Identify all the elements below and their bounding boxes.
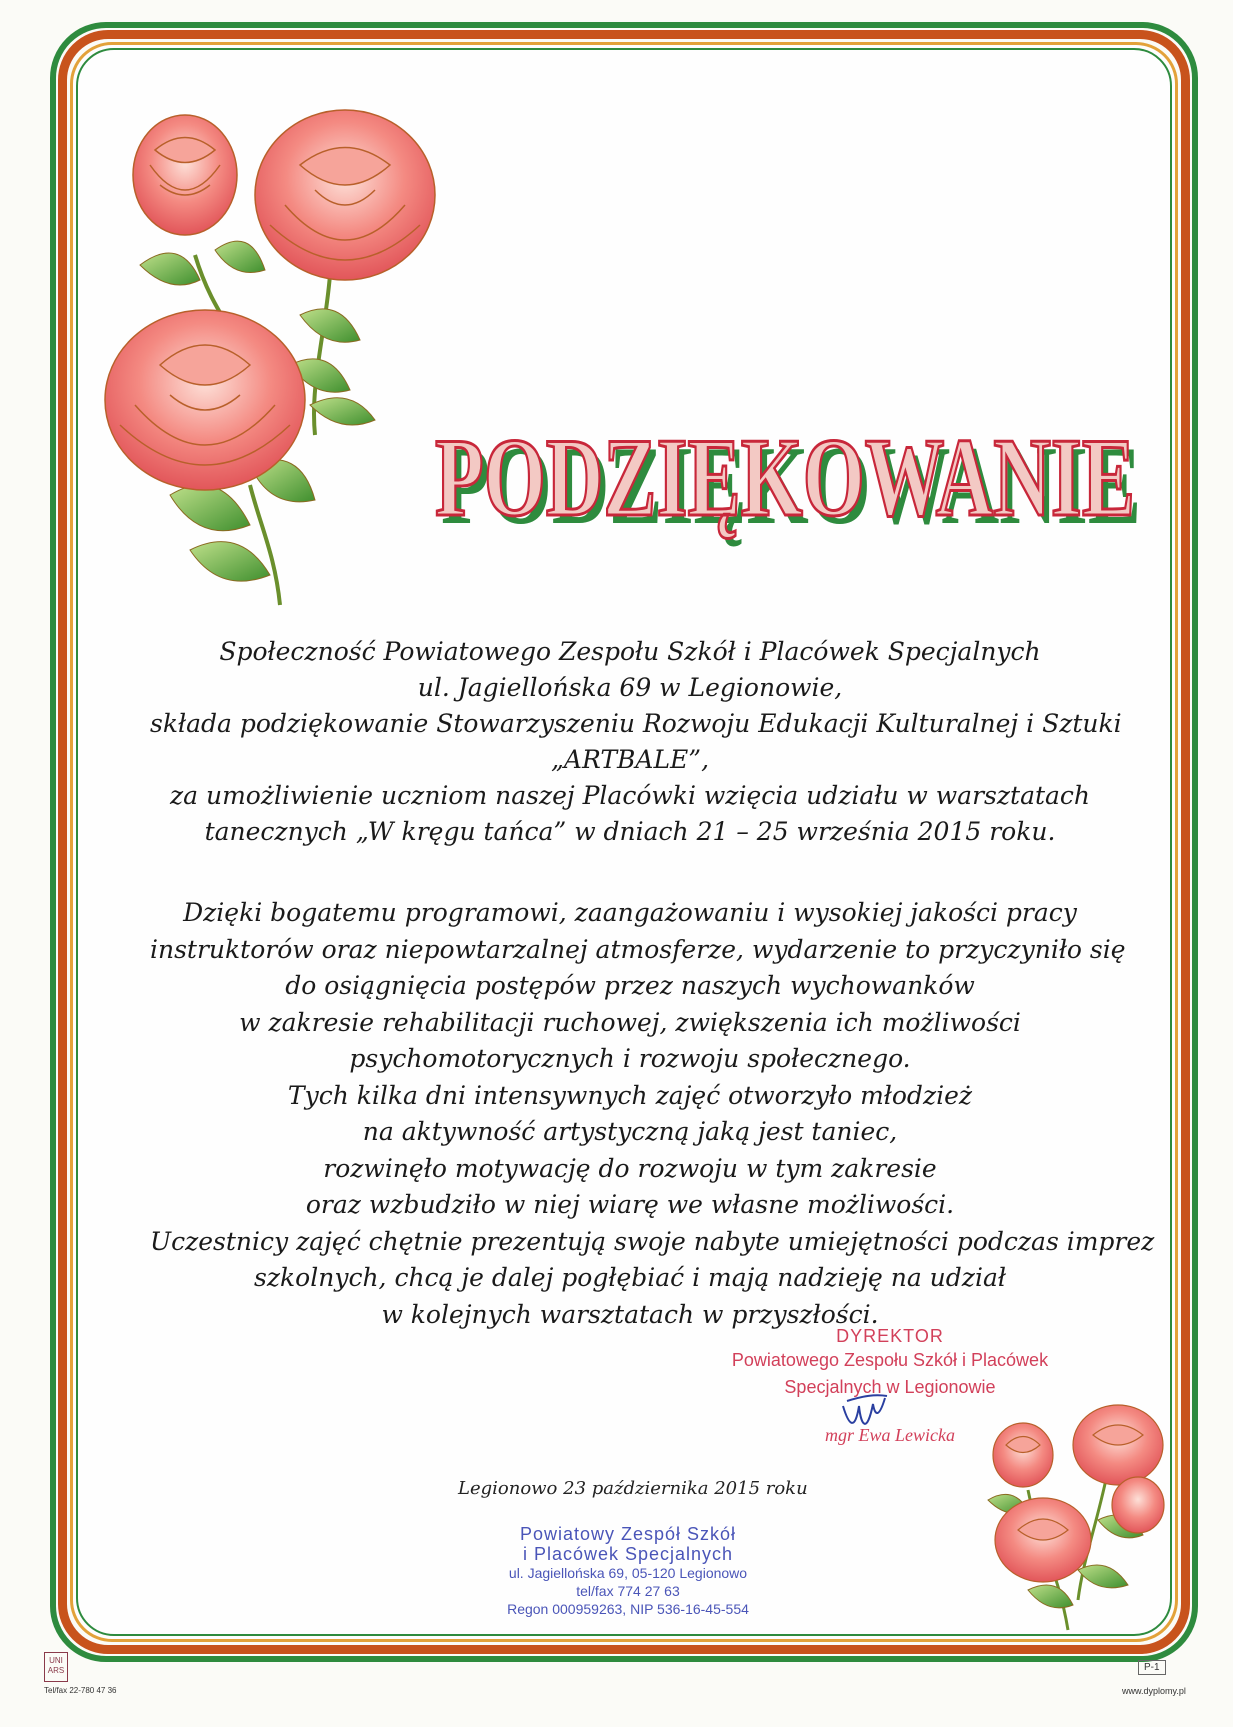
intro-line: „ARTBALE”, bbox=[550, 745, 710, 774]
director-name: mgr Ewa Lewicka bbox=[825, 1425, 955, 1445]
body-line: w zakresie rehabilitacji ruchowej, zwiększenia ich możliwości bbox=[239, 1007, 1021, 1037]
director-institution: Powiatowego Zespołu Szkół i Placówek bbox=[731, 1350, 1049, 1370]
school-stamp-address: ul. Jagiellońska 69, 05-120 Legionowo bbox=[508, 1565, 748, 1581]
footer-website: www.dyplomy.pl bbox=[1122, 1686, 1186, 1696]
school-stamp-name-cont: i Placówek Specjalnych bbox=[522, 1544, 734, 1564]
title-podziekowanie bbox=[420, 395, 1150, 565]
body-line: na aktywność artystyczną jaką jest taniec, bbox=[362, 1117, 898, 1146]
body-line: szkolnych, chcą je dalej pogłębiać i mają nadzieję na udział bbox=[254, 1263, 1006, 1292]
issue-date: Legionowo 23 października 2015 roku bbox=[458, 1478, 808, 1499]
title-text: PODZIĘKOWANIE bbox=[435, 416, 1135, 540]
body-line: do osiągnięcia postępów przez naszych wychowanków bbox=[285, 971, 975, 1000]
director-institution-cont: Specjalnych w Legionowie bbox=[784, 1377, 996, 1397]
body-line: oraz wzbudziło w niej wiarę we własne możliwości. bbox=[305, 1190, 955, 1219]
handwritten-signature bbox=[835, 1386, 895, 1441]
intro-line: składa podziękowanie Stowarzyszeniu Rozwoju Edukacji Kulturalnej i Sztuki bbox=[150, 709, 1122, 738]
body-line: instruktorów oraz niepowtarzalnej atmosferze, wydarzenie to przyczyniło się bbox=[150, 934, 1126, 964]
body-line: psychomotorycznych i rozwoju społecznego. bbox=[349, 1044, 911, 1073]
intro-paragraph bbox=[150, 634, 1122, 850]
school-stamp-name: Powiatowy Zespół Szkół bbox=[519, 1524, 737, 1544]
intro-line: Społeczność Powiatowego Zespołu Szkół i Placówek Specjalnych bbox=[219, 637, 1041, 666]
title-shadow: PODZIĘKOWANIE bbox=[441, 424, 1141, 548]
product-code-badge: P-1 bbox=[1138, 1660, 1166, 1675]
uniars-logo: UNI ARS bbox=[44, 1652, 68, 1682]
body-line: w kolejnych warsztatach w przyszłości. bbox=[381, 1299, 879, 1329]
body-line: Uczestnicy zajęć chętnie prezentują swoje nabyte umiejętności podczas imprez bbox=[150, 1226, 1155, 1256]
intro-line: za umożliwienie uczniom naszej Placówki wzięcia udziału w warsztatach bbox=[169, 781, 1091, 810]
body-line: rozwinęło motywację do rozwoju w tym zakresie bbox=[323, 1153, 937, 1183]
intro-line: tanecznych „W kręgu tańca” w dniach 21 – 25 września 2015 roku. bbox=[204, 817, 1056, 846]
school-stamp-ids: Regon 000959263, NIP 536-16-45-554 bbox=[507, 1601, 749, 1617]
school-stamp bbox=[488, 1524, 768, 1618]
school-stamp-phone: tel/fax 774 27 63 bbox=[576, 1583, 680, 1599]
director-title: DYREKTOR bbox=[836, 1326, 944, 1346]
body-line: Tych kilka dni intensywnych zajęć otworzyło młodzież bbox=[287, 1080, 973, 1110]
intro-line: ul. Jagiellońska 69 w Legionowie, bbox=[417, 673, 843, 702]
body-paragraph bbox=[150, 895, 1155, 1333]
body-line: Dzięki bogatemu programowi, zaangażowaniu i wysokiej jakości pracy bbox=[183, 898, 1077, 927]
footer-telfax: Tel/fax 22-780 47 36 bbox=[44, 1686, 117, 1695]
roses-corner-illustration bbox=[968, 1400, 1178, 1635]
